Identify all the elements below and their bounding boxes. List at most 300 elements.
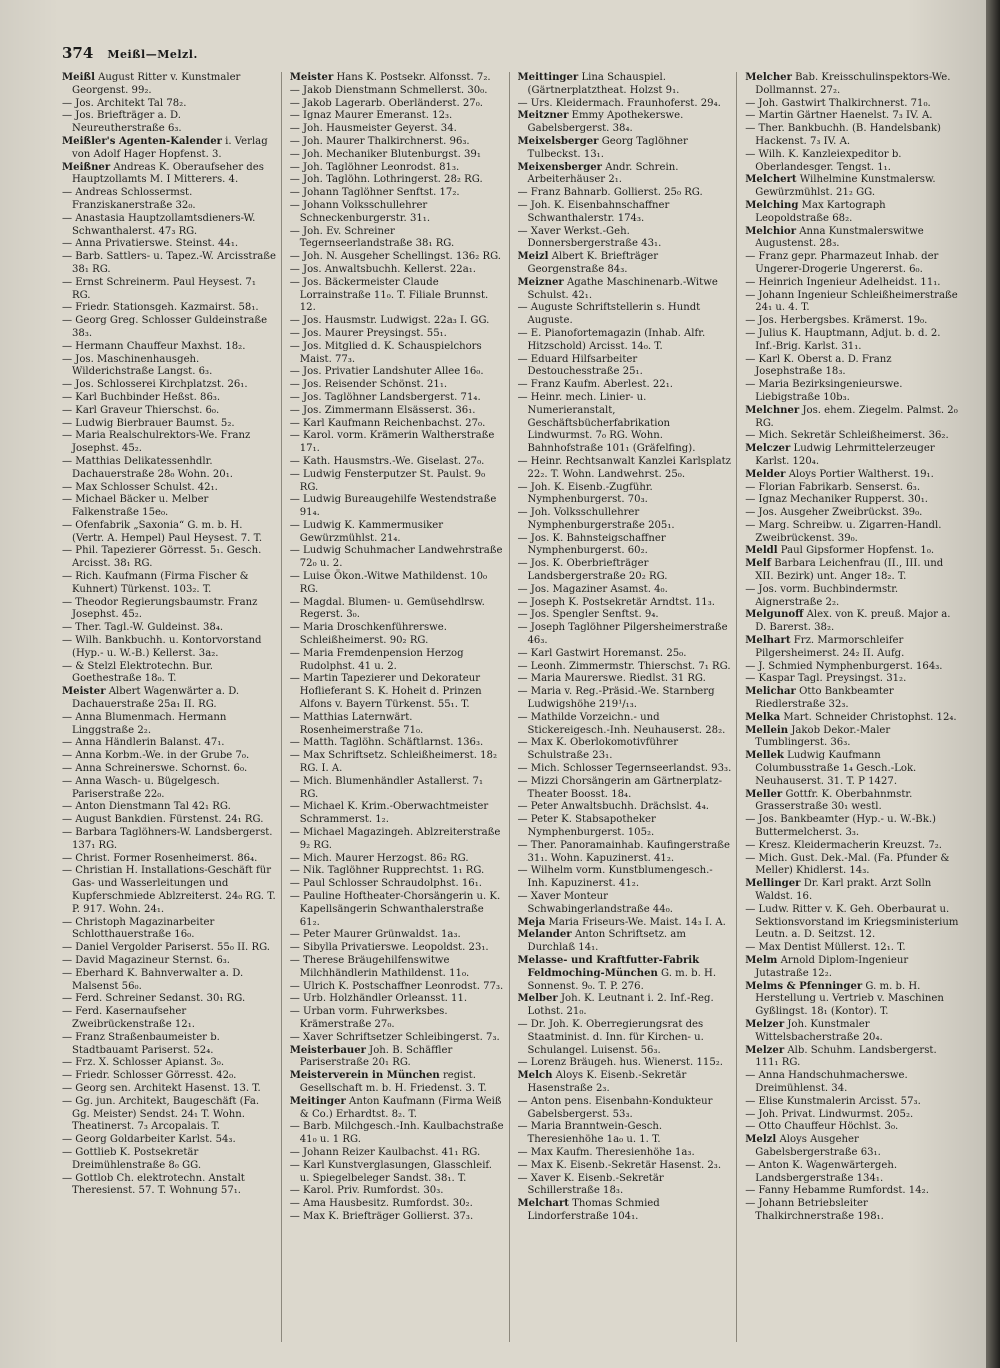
entry-surname: Melasse- und Kraftfutter-Fabrik Feldmoching-München — [517, 954, 700, 979]
column-3 — [518, 72, 738, 1342]
directory-entry — [745, 1096, 960, 1109]
directory-entry — [62, 341, 277, 354]
directory-entry — [518, 1198, 733, 1224]
directory-entry — [62, 661, 277, 687]
entry-text: Emmy Apothekerswe. Gabelsbergerst. 38₄. — [527, 110, 684, 135]
entry-text: — Joh. Taglöhn. Lothringerst. 28₂ RG. — [289, 174, 483, 186]
directory-entry — [62, 763, 277, 776]
directory-entry — [745, 174, 960, 200]
directory-entry — [290, 827, 505, 853]
entry-text: Gottfr. K. Oberbahnmstr. Grasserstraße 30₁ westl. — [755, 788, 913, 813]
entry-text: — Maria Fremdenpension Herzog Rudolphst. 41 u. 2. — [289, 647, 464, 672]
entry-text: — Johann Taglöhner Senftst. 17₂. — [289, 187, 460, 199]
directory-entry — [518, 801, 733, 814]
entry-surname: Meitinger — [289, 1095, 346, 1107]
directory-entry — [518, 763, 733, 776]
entry-text: — Georg sen. Architekt Hasenst. 13. T. — [62, 1082, 261, 1094]
entry-text: — Michael K. Krim.-Oberwachtmeister Schrammerst. 1₂. — [289, 801, 489, 826]
entry-text: — Ulrich K. Postschaffner Leonrodst. 77₃. — [289, 980, 504, 992]
entry-text: — Heinr. mech. Linier- u. Numerieranstalt, Geschäftsbücherfabrikation Lindwurmst. 7₀ RG. Wohn. Bahnhofstraße 101₁ (Gräfelfing). — [517, 391, 696, 455]
entry-text: Anton Schriftsetz. am Durchlaß 14₁. — [527, 929, 686, 954]
entry-text: — Johann Volksschullehrer Schneckenburgerstr. 31₁. — [289, 199, 431, 224]
entry-text: — Max Schlosser Schulst. 42₁. — [62, 481, 218, 493]
entry-text: Thomas Schmied Lindorferstraße 104₁. — [527, 1198, 660, 1222]
directory-entry — [745, 494, 960, 507]
directory-entry — [290, 1121, 505, 1147]
directory-entry — [518, 712, 733, 738]
directory-entry — [518, 1173, 733, 1199]
entry-text: — Joh. Privat. Lindwurmst. 205₂. — [745, 1108, 914, 1120]
directory-entry — [745, 712, 960, 725]
entry-text: Andreas K. Oberaufseher des Hauptzollamts M. I Mitterers. 4. — [72, 161, 264, 186]
entry-text: — Joh. K. Eisenb.-Zugführ. Nymphenburgerst. 70₃. — [517, 481, 653, 506]
entry-text: G. m. b. H. Sonnenst. 9₀. T. P. 276. — [527, 967, 717, 992]
entry-text: — Anna Wasch- u. Bügelgesch. Pariserstraße 22₀. — [62, 775, 220, 800]
directory-entry — [290, 1147, 505, 1160]
running-head: Meißl—Melzl. — [107, 48, 198, 61]
directory-entry — [290, 469, 505, 495]
directory-entry — [518, 865, 733, 891]
entry-text: G. m. b. H. Herstellung u. Vertrieb v. Maschinen Gyßlingst. 18₁ (Kontor). T. — [755, 980, 944, 1018]
directory-entry — [518, 136, 733, 162]
directory-entry — [62, 72, 277, 98]
entry-text: — Maria Realschulrektors-We. Franz Josephst. 45₂. — [62, 430, 251, 455]
entry-text: — Anton pens. Eisenbahn-Kondukteur Gabelsbergerst. 53₃. — [517, 1095, 713, 1120]
entry-text: — Ama Hausbesitz. Rumfordst. 30₂. — [289, 1198, 473, 1210]
directory-entry — [745, 853, 960, 879]
entry-text: Max Kartograph Leopoldstraße 68₂. — [755, 199, 886, 224]
entry-text: — Jos. Herbergsbes. Krämerst. 19₀. — [745, 315, 928, 327]
entry-text: Barbara Leichenfrau (II., III. und XII. Bezirk) unt. Anger 18₂. T. — [755, 558, 944, 583]
directory-entry — [62, 315, 277, 341]
directory-entry — [290, 1211, 505, 1224]
directory-entry — [290, 72, 505, 85]
entry-text: — Max K. Briefträger Gollierst. 37₃. — [289, 1210, 474, 1222]
directory-entry — [518, 661, 733, 674]
entry-text: — Barb. Sattlers- u. Tapez.-W. Arcisstraße 38₁ RG. — [62, 251, 277, 275]
entry-text: — Hermann Chauffeur Maxhst. 18₂. — [62, 340, 246, 352]
entry-text: — Christoph Magazinarbeiter Schlotthauerstraße 16₀. — [62, 916, 215, 941]
entry-text: — Mich. Gust. Dek.-Mal. (Fa. Pfunder & Meller) Khidlerst. 14₃. — [745, 852, 950, 877]
directory-entry — [290, 328, 505, 341]
entry-text: — Jakob Dienstmann Schmellerst. 30₀. — [289, 84, 488, 96]
entry-text: — Georg Greg. Schlosser Guldeinstraße 38₃. — [62, 315, 268, 339]
directory-entry — [518, 1070, 733, 1096]
entry-surname: Melchner — [745, 404, 800, 416]
entry-surname: Meizl — [517, 251, 549, 263]
directory-entry — [62, 213, 277, 239]
entry-text: — Peter Maurer Grünwaldst. 1a₃. — [289, 929, 461, 941]
entry-text: — Maria Droschkenführerswe. Schleißheimerst. 90₂ RG. — [289, 622, 447, 647]
entry-text: — Johann Reizer Kaulbachst. 41₁ RG. — [289, 1146, 481, 1158]
entry-surname: Meller — [745, 788, 783, 800]
directory-entry — [290, 456, 505, 469]
entry-surname: Mellein — [745, 724, 789, 736]
entry-text: — Mich. Maurer Herzogst. 86₂ RG. — [289, 852, 469, 864]
directory-entry — [518, 354, 733, 380]
directory-entry — [62, 162, 277, 188]
directory-entry — [62, 1096, 277, 1134]
directory-columns — [62, 72, 964, 1342]
entry-text: — Gg. jun. Architekt, Baugeschäft (Fa. Gg. Meister) Sendst. 24₁ T. Wohn. Theatinerst. 7₃ Arcopalais. T. — [62, 1095, 260, 1133]
directory-entry — [518, 98, 733, 111]
entry-text: — Luise Ökon.-Witwe Mathildenst. 10₀ RG. — [289, 571, 488, 595]
entry-surname: Melms & Pfenninger — [745, 980, 863, 992]
entry-text: Joh. Kunstmaler Wittelsbacherstraße 20₄. — [755, 1018, 883, 1043]
directory-entry — [745, 558, 960, 584]
directory-entry — [518, 226, 733, 252]
directory-entry — [745, 1198, 960, 1224]
entry-text: — Joseph Taglöhner Pilgersheimerstraße 46₃. — [517, 622, 728, 647]
entry-surname: Meister — [289, 72, 334, 83]
entry-text: — Anna Handschuhmacherswe. Dreimühlenst. 34. — [745, 1070, 908, 1094]
entry-text: — Karl K. Oberst a. D. Franz Josephstraße 18₃. — [745, 353, 892, 378]
directory-entry — [62, 354, 277, 380]
directory-entry — [518, 456, 733, 482]
directory-entry — [745, 814, 960, 840]
directory-entry — [518, 187, 733, 200]
directory-entry — [518, 686, 733, 712]
entry-text: — Nik. Taglöhner Rupprechtst. 1₁ RG. — [289, 865, 485, 877]
entry-text: — Urs. Kleidermach. Fraunhoferst. 29₄. — [517, 97, 721, 109]
entry-surname: Melczer — [745, 443, 791, 455]
directory-entry — [62, 405, 277, 418]
entry-text: — Mich. Sekretär Schleißheimerst. 36₂. — [745, 430, 949, 442]
directory-entry — [745, 123, 960, 149]
directory-entry — [290, 865, 505, 878]
entry-text: — Eduard Hilfsarbeiter Destouchesstraße 25₁. — [517, 353, 643, 378]
directory-entry — [290, 187, 505, 200]
entry-text: — Matthias Delikatessenhdlr. Dachauerstraße 28₀ Wohn. 20₁. — [62, 455, 233, 480]
entry-text: — Ignaz Mechaniker Rupperst. 30₁. — [745, 494, 928, 506]
entry-text: — Magdal. Blumen- u. Gemüsehdlrsw. Regerst. 3₀. — [289, 596, 485, 621]
directory-entry — [745, 661, 960, 674]
directory-entry — [745, 98, 960, 111]
entry-surname: Meixensberger — [517, 161, 602, 173]
entry-text: — Joh. Taglöhner Leonrodst. 81₃. — [289, 161, 460, 173]
entry-text: — Marg. Schreibw. u. Zigarren-Handl. Zweibrückenst. 39₀. — [745, 519, 942, 544]
entry-text: Maria Friseurs-We. Maist. 14₃ I. A. — [545, 916, 726, 928]
entry-text: — Jos. Mitglied d. K. Schauspielchors Maist. 77₃. — [289, 340, 482, 365]
directory-entry — [62, 1173, 277, 1199]
entry-text: Alex. von K. preuß. Major a. D. Barerst. 38₂. — [755, 609, 951, 634]
entry-text: — Ludwig Schuhmacher Landwehrstraße 72₀ u. 2. — [289, 545, 503, 570]
directory-entry — [745, 789, 960, 815]
directory-entry — [745, 405, 960, 431]
entry-text: — David Magazineur Sternst. 6₃. — [62, 954, 231, 966]
directory-entry — [518, 277, 733, 303]
directory-entry — [290, 1032, 505, 1045]
entry-text: — August Bankdien. Fürstenst. 24₁ RG. — [62, 814, 264, 826]
directory-entry — [745, 1070, 960, 1096]
entry-text: — Joh. Volksschullehrer Nymphenburgerstraße 205₁. — [517, 507, 675, 531]
entry-text: — Pauline Hoftheater-Chorsängerin u. K. Kapellsängerin Schwanthalerstraße 61₂. — [289, 891, 501, 928]
entry-text: — Anastasia Hauptzollamtsdieners-W. Schwanthalerst. 47₃ RG. — [62, 212, 256, 237]
directory-entry — [290, 520, 505, 546]
directory-entry — [62, 1057, 277, 1070]
directory-entry — [745, 226, 960, 252]
entry-text: Joh. K. Leutnant i. 2. Inf.-Reg. Lothst. 21₀. — [527, 993, 714, 1018]
directory-entry — [745, 290, 960, 316]
directory-entry — [290, 1045, 505, 1071]
entry-text: Hans K. Postsekr. Alfonsst. 7₂. — [333, 72, 491, 83]
directory-entry — [62, 238, 277, 251]
entry-text: — Maria Maurerswe. Riedlst. 31 RG. — [517, 673, 706, 685]
directory-entry — [518, 482, 733, 508]
entry-text: — Karol. vorm. Krämerin Waltherstraße 17₁. — [289, 430, 495, 455]
directory-entry — [745, 686, 960, 712]
directory-entry — [62, 750, 277, 763]
directory-entry — [290, 341, 505, 367]
entry-text: — Anna Blumenmach. Hermann Linggstraße 2₂. — [62, 711, 227, 736]
entry-text: Anton Kaufmann (Firma Weiß & Co.) Erhardtst. 8₂. T. — [299, 1095, 502, 1120]
directory-entry — [518, 673, 733, 686]
directory-entry — [290, 1160, 505, 1186]
column-2 — [290, 72, 510, 1342]
directory-entry — [290, 545, 505, 571]
directory-entry — [745, 315, 960, 328]
entry-text: — Jos. vorm. Buchbindermstr. Aignerstraße 2₂. — [745, 583, 899, 608]
directory-entry — [62, 379, 277, 392]
entry-text: — Joh. K. Eisenbahnschaffner Schwanthalerstr. 174₃. — [517, 199, 670, 224]
entry-text: — Ther. Bankbuchh. (B. Handelsbank) Hackenst. 7₃ IV. A. — [745, 123, 941, 147]
directory-entry — [745, 1045, 960, 1071]
directory-entry — [290, 891, 505, 929]
directory-entry — [745, 379, 960, 405]
entry-text: — Dr. Joh. K. Oberregierungsrat des Staatminist. d. Inn. für Kirchen- u. Schulangel. Luisenst. 56₃. — [517, 1018, 704, 1056]
directory-entry — [290, 737, 505, 750]
directory-entry — [62, 942, 277, 955]
directory-entry — [290, 597, 505, 623]
directory-entry — [290, 571, 505, 597]
entry-surname: Mellek — [745, 750, 784, 762]
directory-entry — [290, 110, 505, 123]
directory-entry — [62, 482, 277, 495]
entry-text: — Franz Kaufm. Aberlest. 22₁. — [517, 379, 673, 391]
directory-entry — [518, 648, 733, 661]
entry-text: — Max Schriftsetz. Schleißheimerst. 18₂ RG. I. A. — [289, 750, 498, 775]
entry-text: — Theodor Regierungsbaumstr. Franz Josephst. 45₂. — [62, 596, 258, 621]
entry-text: — Phil. Tapezierer Görresst. 5₁. Gesch. Arcisst. 38₁ RG. — [62, 545, 262, 570]
directory-entry — [62, 993, 277, 1006]
directory-entry — [518, 507, 733, 533]
entry-text: — Maria v. Reg.-Präsid.-We. Starnberg Ludwigshöhe 219¹/₁₃. — [517, 686, 715, 711]
entry-text: — Jos. Schlosserei Kirchplatzst. 26₁. — [62, 379, 248, 391]
entry-surname: Melhart — [745, 635, 791, 647]
entry-text: — Maria Bezirksingenieurswe. Liebigstraße 10b₃. — [745, 379, 903, 403]
entry-text: — Ernst Schreinerm. Paul Heysest. 7₁ RG. — [62, 276, 256, 301]
directory-entry — [518, 891, 733, 917]
directory-entry — [745, 635, 960, 661]
entry-surname: Melber — [517, 993, 558, 1005]
entry-text: — Barbara Taglöhners-W. Landsbergerst. 137₁ RG. — [62, 827, 273, 851]
entry-text: — Therese Bräugehilfenswitwe Milchhändlerin Mathildenst. 11₀. — [289, 954, 470, 979]
entry-text: — Anton Dienstmann Tal 42₁ RG. — [62, 801, 231, 813]
directory-entry — [745, 200, 960, 226]
directory-entry — [62, 917, 277, 943]
entry-text: — Ferd. Schreiner Sedanst. 30₁ RG. — [62, 993, 246, 1005]
entry-text: regist. Gesellschaft m. b. H. Friedenst. 3. T. — [299, 1070, 487, 1094]
entry-text: — & Stelzl Elektrotechn. Bur. Goethestraße 18₀. T. — [62, 660, 214, 685]
directory-entry — [62, 456, 277, 482]
entry-text: — Jos. Spengler Senftst. 9₄. — [517, 609, 659, 621]
entry-text: — Ludwig Bureaugehilfe Westendstraße 91₄. — [289, 494, 497, 519]
entry-surname: Melchior — [745, 225, 797, 237]
entry-text: Albert Wagenwärter a. D. Dachauerstraße 25a₁ II. RG. — [72, 686, 240, 711]
entry-text: — Michael Magazingeh. Ablzreiterstraße 9₂ RG. — [289, 827, 501, 851]
entry-text: — Wilh. Bankbuchh. u. Kontorvorstand (Hyp.- u. W.-B.) Kellerst. 3a₂. — [62, 635, 262, 659]
entry-surname: Meißler's Agenten-Kalender — [62, 135, 222, 147]
directory-entry — [62, 430, 277, 456]
entry-text: — Andreas Schlossermst. Franziskanerstraße 32₀. — [62, 187, 196, 211]
entry-text: — Christian H. Installations-Geschäft für Gas- und Wasserleitungen und Kupferschmiede Ablzreiterst. 24₀ RG. T. P. 917. Wohn. 24₁. — [62, 865, 276, 915]
entry-text: — Daniel Vergolder Pariserst. 55₀ II. RG. — [62, 942, 270, 954]
entry-text: — Peter Anwaltsbuchh. Drächslst. 4₄. — [517, 801, 709, 813]
entry-surname: Melander — [517, 929, 572, 941]
directory-entry — [62, 1134, 277, 1147]
directory-entry — [290, 750, 505, 776]
directory-entry — [62, 494, 277, 520]
entry-text: — Kaspar Tagl. Preysingst. 31₂. — [745, 673, 907, 685]
entry-text: Agathe Maschinenarb.-Witwe Schulst. 42₁. — [527, 276, 718, 301]
entry-text: — Ludw. Ritter v. K. Geh. Oberbaurat u. Sektionsvorstand im Kriegsministerium Leutn. a. D. Seitzst. 12. — [745, 903, 959, 941]
entry-text: — Joh. Mechaniker Blutenburgst. 39₁ — [289, 148, 481, 160]
entry-text: Alb. Schuhm. Landsbergerst. 111₁ RG. — [755, 1044, 937, 1069]
directory-entry — [290, 123, 505, 136]
entry-text: Wilhelmine Kunstmalersw. Gewürzmühlst. 21₂ GG. — [755, 174, 936, 199]
entry-text: — Xaver Monteur Schwabingerlandstraße 44₀. — [517, 891, 673, 915]
directory-entry — [62, 622, 277, 635]
entry-text: — Karl Kunstverglasungen, Glasschleif. u. Spiegelbeleger Sandst. 38₁. T. — [289, 1159, 493, 1184]
entry-text: — Karl Kaufmann Reichenbachst. 27₀. — [289, 417, 486, 429]
entry-text: Albert K. Briefträger Georgenstraße 84₃. — [527, 251, 659, 275]
entry-surname: Melichar — [745, 686, 796, 698]
entry-text: — Karl Buchbinder Heßst. 86₃. — [62, 391, 221, 403]
entry-text: — Michael Bäcker u. Melber Falkenstraße 15e₀. — [62, 494, 209, 519]
directory-entry — [62, 597, 277, 623]
directory-entry — [290, 673, 505, 711]
entry-text: — Max K. Eisenb.-Sekretär Hasenst. 2₃. — [517, 1159, 722, 1171]
directory-entry — [745, 277, 960, 290]
directory-entry — [518, 776, 733, 802]
entry-text: — Friedr. Stationsgeh. Kazmairst. 58₁. — [62, 302, 259, 314]
entry-text: — Maria Branntwein-Gesch. Theresienhöhe 1a₀ u. 1. T. — [517, 1121, 663, 1146]
directory-entry — [518, 379, 733, 392]
directory-entry — [745, 955, 960, 981]
entry-text: — Gottlob Ch. elektrotechn. Anstalt Theresienst. 57. T. Wohnung 57₁. — [62, 1172, 245, 1197]
entry-text: — Karl Graveur Thierschst. 6₀. — [62, 404, 220, 416]
directory-entry — [518, 584, 733, 597]
entry-text: — Ludwig Bierbrauer Baumst. 5₂. — [62, 417, 235, 429]
directory-entry — [518, 955, 733, 993]
entry-text: — Ferd. Kasernaufseher Zweibrückenstraße 12₁. — [62, 1006, 195, 1030]
directory-entry — [62, 302, 277, 315]
directory-entry — [290, 251, 505, 264]
entry-text: — Christ. Former Rosenheimerst. 86₄. — [62, 852, 258, 864]
directory-entry — [518, 737, 733, 763]
entry-surname: Melzl — [745, 1134, 777, 1146]
directory-entry — [518, 609, 733, 622]
entry-text: Frz. Marmorschleifer Pilgersheimerst. 24₂ II. Aufg. — [755, 635, 905, 659]
entry-text: — J. Schmied Nymphenburgerst. 164₃. — [745, 660, 943, 672]
entry-text: Arnold Diplom-Ingenieur Jutastraße 12₂. — [755, 954, 909, 979]
directory-entry — [745, 72, 960, 98]
directory-entry — [62, 418, 277, 431]
directory-entry — [290, 1070, 505, 1096]
entry-text: — Ther. Panoramainhab. Kaufingerstraße 31₁. Wohn. Kapuzinerst. 41₂. — [517, 839, 730, 864]
entry-surname: Meister — [62, 686, 106, 698]
directory-entry — [518, 1057, 733, 1070]
column-1 — [62, 72, 282, 1342]
entry-text: Ludwig Kaufmann Columbusstraße 1₄ Gesch.-Lok. Neuhauserst. 31. T. P 1427. — [755, 750, 917, 787]
entry-text: — Franz Straßenbaumeister b. Stadtbauamt Pariserst. 52₄. — [62, 1031, 220, 1056]
directory-entry — [518, 110, 733, 136]
entry-text: — Mathilde Vorzeichn.- und Stickereigesch.-Inh. Neuhauserst. 28₂. — [517, 711, 726, 736]
directory-entry — [745, 1019, 960, 1045]
entry-text: — Wilh. K. Kanzleiexpeditor b. Oberlandesger. Tengst. 1₁. — [745, 148, 902, 173]
entry-text: — Ludwig K. Kammermusiker Gewürzmühlst. 21₄. — [289, 519, 444, 544]
entry-text: — Jos. Architekt Tal 78₂. — [62, 97, 187, 109]
entry-text: — Max K. Oberlokomotivführer Schulstraße 23₁. — [517, 737, 679, 762]
entry-text: i. Verlag von Adolf Hager Hopfenst. 3. — [72, 135, 268, 160]
directory-entry — [518, 1096, 733, 1122]
directory-entry — [290, 648, 505, 674]
entry-text: — Jos. Hausmstr. Ludwigst. 22a₃ I. GG. — [289, 315, 490, 327]
directory-entry — [290, 226, 505, 252]
directory-entry — [745, 878, 960, 904]
entry-text: — Joh. Hausmeister Geyerst. 34. — [289, 123, 457, 135]
directory-entry — [290, 494, 505, 520]
entry-text: Jakob Dekor.-Maler Tumblingerst. 36₃. — [755, 724, 891, 749]
entry-text: — Heinr. Rechtsanwalt Kanzlei Karlsplatz 22₂. T. Wohn. Landwehrst. 25₀. — [517, 455, 731, 480]
entry-text: — Jos. Maurer Preysingst. 55₁. — [289, 327, 447, 339]
directory-entry — [62, 1032, 277, 1058]
entry-text: — Jos. Maschinenhausgeh. Wilderichstraße Langst. 6₃. — [62, 353, 213, 378]
directory-entry — [62, 712, 277, 738]
directory-entry — [290, 622, 505, 648]
directory-entry — [745, 443, 960, 469]
directory-entry — [62, 776, 277, 802]
directory-entry — [745, 1109, 960, 1122]
entry-text: — Xaver K. Eisenb.-Sekretär Schillerstraße 18₃. — [517, 1172, 664, 1197]
directory-entry — [518, 1121, 733, 1147]
directory-entry — [745, 609, 960, 635]
entry-surname: Melching — [745, 199, 799, 211]
entry-text: Aloys Portier Waltherst. 19₁. — [785, 468, 934, 480]
directory-entry — [62, 827, 277, 853]
entry-surname: Meitzner — [517, 110, 569, 122]
entry-text: — Jos. Taglöhner Landsbergerst. 71₄. — [289, 391, 481, 403]
directory-entry — [518, 1160, 733, 1173]
directory-entry — [518, 558, 733, 584]
directory-entry — [290, 929, 505, 942]
directory-entry — [62, 686, 277, 712]
entry-text: — Mich. Schlosser Tegernseerlandst. 93₃. — [517, 763, 732, 775]
entry-text: — Barb. Milchgesch.-Inh. Kaulbachstraße 41₀ u. 1 RG. — [289, 1121, 504, 1146]
entry-text: — Leonh. Zimmermstr. Thierschst. 7₁ RG. — [517, 660, 731, 672]
entry-text: Otto Bankbeamter Riedlerstraße 32₃. — [755, 686, 894, 711]
directory-entry — [745, 1134, 960, 1160]
entry-text: Joh. B. Schäffler Pariserstraße 20₁ RG. — [299, 1044, 453, 1069]
entry-surname: Melzer — [745, 1044, 785, 1056]
entry-surname: Meja — [517, 916, 546, 928]
directory-entry — [745, 251, 960, 277]
directory-entry — [290, 853, 505, 866]
entry-text: — Xaver Werkst.-Geh. Donnersbergerstraße 43₁. — [517, 225, 662, 250]
directory-entry — [62, 1070, 277, 1083]
directory-entry — [745, 1185, 960, 1198]
entry-surname: Melzer — [745, 1018, 785, 1030]
